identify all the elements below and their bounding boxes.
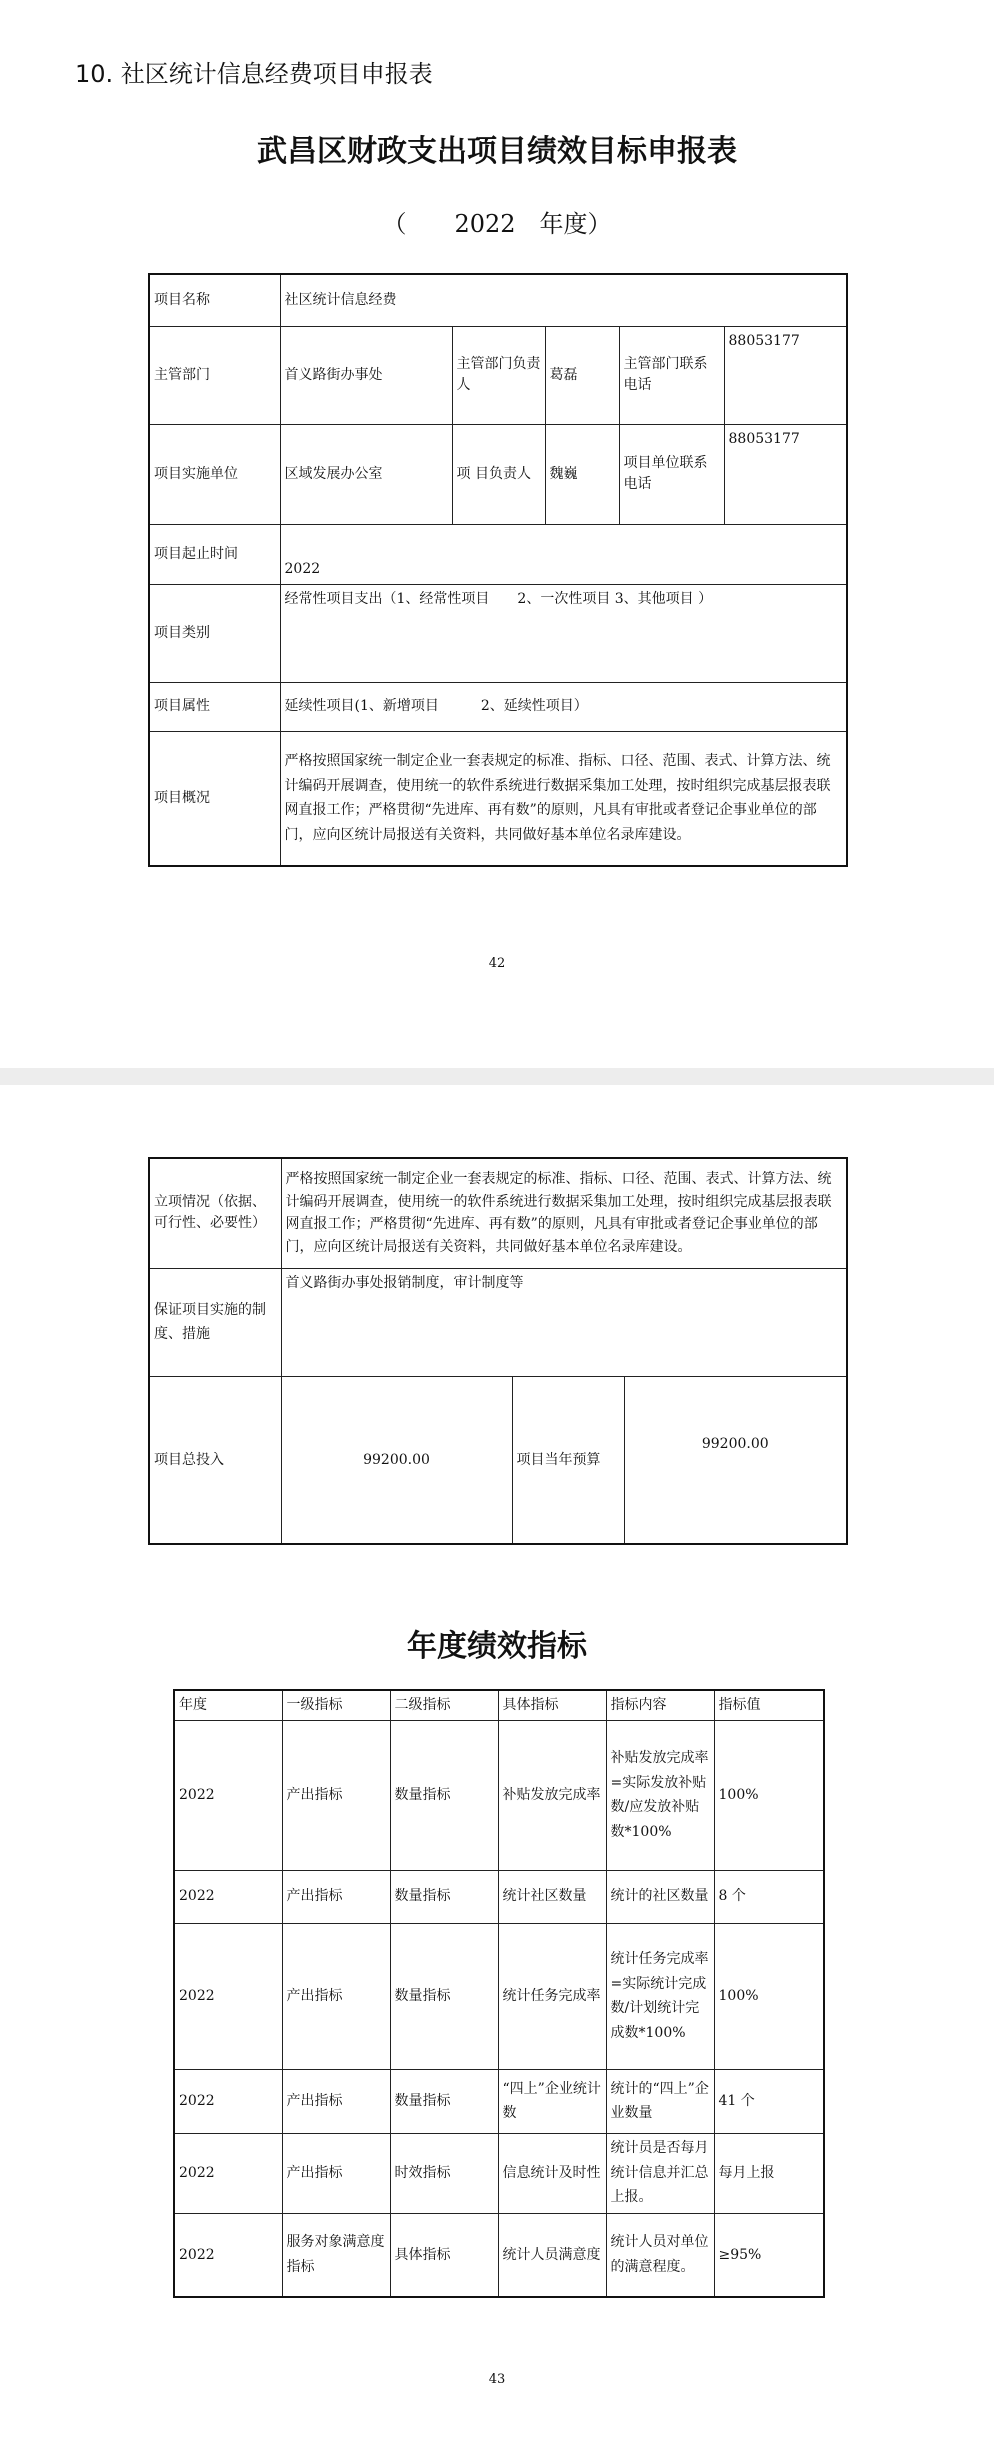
overview-value: 严格按照国家统一制定企业一套表规定的标准、指标、口径、范围、表式、计算方法、统计编码开展调查，使用统一的软件系统进行数据采集加工处理，按时组织完成基层报表联网直报工作；严格贯彻“先进库、再有数”的原则，凡具有审批或者登记企事业单位的部门，应向区统计局报送有关资料，共同做好基本单位名录库建设。: [280, 731, 847, 866]
measures-label: 保证项目实施的制度、措施: [149, 1268, 281, 1376]
cell-value: 100%: [714, 1923, 824, 2069]
cell-content: 统计员是否每月统计信息并汇总上报。: [606, 2133, 714, 2213]
table-row: [174, 2213, 824, 2297]
cell-specific: 统计社区数量: [498, 1870, 606, 1923]
cell-value: 每月上报: [714, 2133, 824, 2213]
dept-head-value: 葛磊: [545, 326, 619, 424]
page-42: [0, 0, 994, 1068]
table-row: [149, 274, 847, 326]
impl-head-value: 魏巍: [545, 424, 619, 524]
project-name-label: 项目名称: [149, 274, 280, 326]
cell-level1: 服务对象满意度指标: [282, 2213, 390, 2297]
cell-year: 2022: [174, 2133, 282, 2213]
cell-level1: 产出指标: [282, 1720, 390, 1870]
cell-value: 100%: [714, 1720, 824, 1870]
cell-level2: 数量指标: [390, 1870, 498, 1923]
table-row: [149, 1158, 847, 1268]
page-number: 43: [488, 2372, 506, 2387]
cell-content: 统计任务完成率=实际统计完成数/计划统计完成数*100%: [606, 1923, 714, 2069]
cell-specific: 统计任务完成率: [498, 1923, 606, 2069]
table-row: [149, 326, 847, 424]
table-row: [149, 682, 847, 731]
table-row: [149, 424, 847, 524]
annual-budget-label: 项目当年预算: [512, 1376, 624, 1544]
header-level2: 二级指标: [390, 1690, 498, 1720]
impl-phone-label: 项目单位联系电话: [619, 424, 724, 524]
project-basis-table: [148, 1157, 848, 1545]
table-row: [174, 2069, 824, 2133]
section-heading: 10. 社区统计信息经费项目申报表: [75, 60, 433, 88]
cell-specific: 统计人员满意度: [498, 2213, 606, 2297]
attribute-label: 项目属性: [149, 682, 280, 731]
category-value: 经常性项目支出（1、经常性项目 2、一次性项目 3、其他项目 ）: [280, 584, 847, 682]
total-investment-label: 项目总投入: [149, 1376, 281, 1544]
basis-label: 立项情况（依据、可行性、必要性）: [149, 1158, 281, 1268]
cell-value: ≥95%: [714, 2213, 824, 2297]
attribute-value: 延续性项目(1、新增项目 2、延续性项目）: [280, 682, 847, 731]
category-label: 项目类别: [149, 584, 280, 682]
cell-level1: 产出指标: [282, 1870, 390, 1923]
period-value: 2022: [280, 524, 847, 584]
table-row: [174, 2133, 824, 2213]
table-row: [149, 1376, 847, 1544]
header-value: 指标值: [714, 1690, 824, 1720]
impl-unit-value: 区域发展办公室: [280, 424, 452, 524]
overview-label: 项目概况: [149, 731, 280, 866]
cell-year: 2022: [174, 1870, 282, 1923]
impl-unit-label: 项目实施单位: [149, 424, 280, 524]
cell-level2: 数量指标: [390, 2069, 498, 2133]
cell-content: 统计的社区数量: [606, 1870, 714, 1923]
dept-phone-label: 主管部门联系电话: [619, 326, 724, 424]
cell-specific: 补贴发放完成率: [498, 1720, 606, 1870]
table-row: [149, 584, 847, 682]
cell-content: 补贴发放完成率=实际发放补贴数/应发放补贴数*100%: [606, 1720, 714, 1870]
dept-label: 主管部门: [149, 326, 280, 424]
cell-year: 2022: [174, 2069, 282, 2133]
cell-level2: 时效指标: [390, 2133, 498, 2213]
cell-level1: 产出指标: [282, 1923, 390, 2069]
fiscal-year-line: （ 2022 年度）: [382, 210, 612, 238]
dept-value: 首义路街办事处: [280, 326, 452, 424]
cell-year: 2022: [174, 2213, 282, 2297]
cell-level1: 产出指标: [282, 2133, 390, 2213]
impl-phone-value: 88053177: [724, 424, 847, 524]
measures-value: 首义路街办事处报销制度，审计制度等: [281, 1268, 847, 1376]
cell-year: 2022: [174, 1923, 282, 2069]
page-number: 42: [488, 956, 506, 971]
header-level1: 一级指标: [282, 1690, 390, 1720]
annual-budget-value: 99200.00: [624, 1376, 847, 1544]
dept-head-label: 主管部门负责人: [452, 326, 545, 424]
cell-content: 统计的“四上”企业数量: [606, 2069, 714, 2133]
dept-phone-value: 88053177: [724, 326, 847, 424]
header-year: 年度: [174, 1690, 282, 1720]
cell-value: 41 个: [714, 2069, 824, 2133]
project-info-table: [148, 273, 848, 867]
project-name-value: 社区统计信息经费: [280, 274, 847, 326]
basis-value: 严格按照国家统一制定企业一套表规定的标准、指标、口径、范围、表式、计算方法、统计编码开展调查，使用统一的软件系统进行数据采集加工处理，按时组织完成基层报表联网直报工作；严格贯彻“先进库、再有数”的原则，凡具有审批或者登记企事业单位的部门，应向区统计局报送有关资料，共同做好基本单位名录库建设。: [281, 1158, 847, 1268]
page-43: [0, 1085, 994, 2442]
cell-specific: 信息统计及时性: [498, 2133, 606, 2213]
header-specific: 具体指标: [498, 1690, 606, 1720]
table-header-row: [174, 1690, 824, 1720]
cell-specific: “四上”企业统计数: [498, 2069, 606, 2133]
cell-year: 2022: [174, 1720, 282, 1870]
cell-level1: 产出指标: [282, 2069, 390, 2133]
table-row: [149, 731, 847, 866]
total-investment-value: 99200.00: [281, 1376, 512, 1544]
table-row: [174, 1870, 824, 1923]
header-content: 指标内容: [606, 1690, 714, 1720]
cell-content: 统计人员对单位的满意程度。: [606, 2213, 714, 2297]
table-row: [174, 1923, 824, 2069]
cell-level2: 数量指标: [390, 1923, 498, 2069]
impl-head-label: 项 目负责人: [452, 424, 545, 524]
table-row: [149, 1268, 847, 1376]
form-title: 武昌区财政支出项目绩效目标申报表: [257, 134, 737, 169]
performance-title: 年度绩效指标: [407, 1629, 587, 1664]
performance-indicator-table: [173, 1689, 825, 2298]
cell-level2: 具体指标: [390, 2213, 498, 2297]
cell-level2: 数量指标: [390, 1720, 498, 1870]
table-row: [149, 524, 847, 584]
period-label: 项目起止时间: [149, 524, 280, 584]
table-row: [174, 1720, 824, 1870]
cell-value: 8 个: [714, 1870, 824, 1923]
